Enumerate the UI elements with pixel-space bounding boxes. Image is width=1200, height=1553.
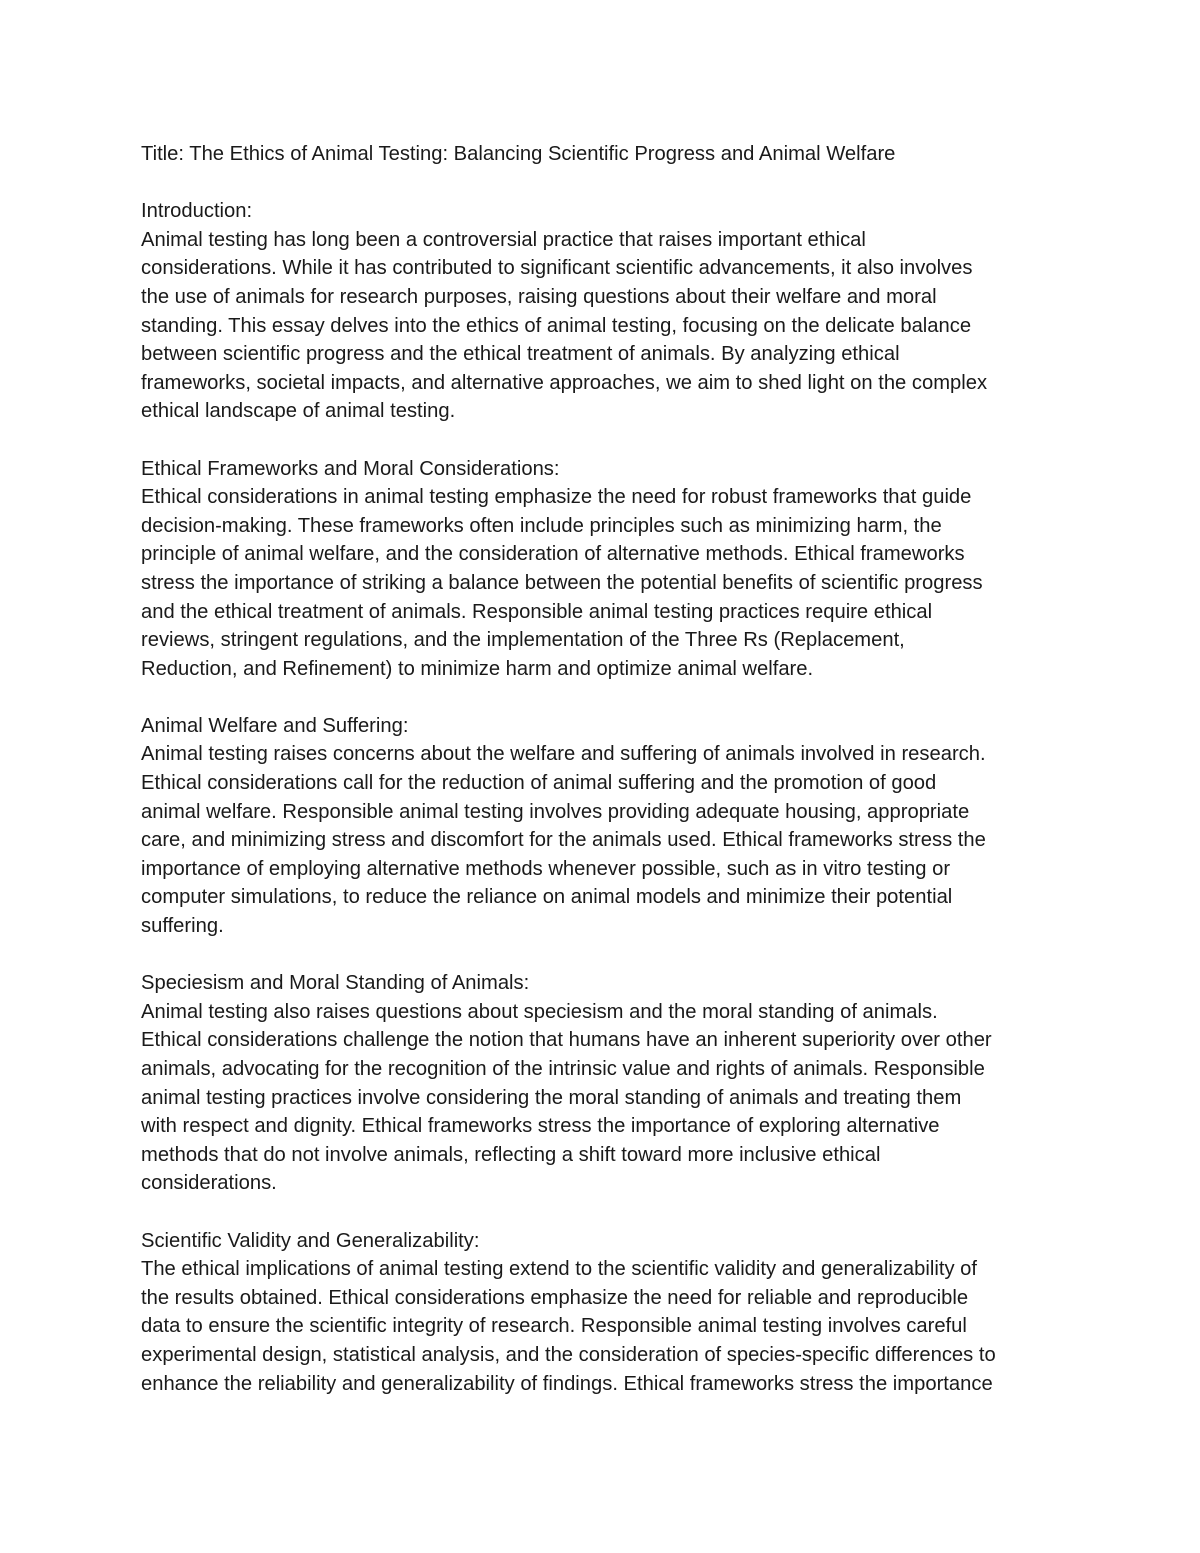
paragraph-line: decision-making. These frameworks often include principles such as minimizing harm, the — [141, 514, 942, 537]
paragraph-line: care, and minimizing stress and discomfort for the animals used. Ethical frameworks stress the — [141, 829, 986, 852]
section-introduction — [141, 197, 1071, 426]
document-title: Title: The Ethics of Animal Testing: Balancing Scientific Progress and Animal Welfare — [141, 143, 896, 165]
section-heading: Scientific Validity and Generalizability: — [141, 1229, 480, 1252]
paragraph-line: standing. This essay delves into the ethics of animal testing, focusing on the delicate balance — [141, 314, 972, 337]
section-speciesism — [141, 969, 1071, 1198]
paragraph-line: importance of employing alternative methods whenever possible, such as in vitro testing or — [141, 857, 951, 880]
paragraph-line: the use of animals for research purposes, raising questions about their welfare and moral — [141, 285, 937, 308]
spacer — [141, 941, 1071, 970]
paragraph-line: Animal testing has long been a controversial practice that raises important ethical — [141, 228, 866, 251]
paragraph-line: ethical landscape of animal testing. — [141, 400, 456, 423]
paragraph-line: principle of animal welfare, and the consideration of alternative methods. Ethical frameworks — [141, 543, 965, 566]
paragraph-line: animal welfare. Responsible animal testing involves providing adequate housing, appropriate — [141, 800, 970, 823]
paragraph-line: between scientific progress and the ethical treatment of animals. By analyzing ethical — [141, 343, 900, 366]
paragraph-line: Animal testing also raises questions about speciesism and the moral standing of animals. — [141, 1000, 938, 1023]
paragraph-line: Ethical considerations challenge the notion that humans have an inherent superiority over other — [141, 1029, 992, 1052]
document-page — [141, 140, 1071, 1398]
paragraph-line: with respect and dignity. Ethical frameworks stress the importance of exploring alternative — [141, 1115, 940, 1138]
section-scientific-validity — [141, 1227, 1071, 1399]
section-ethical-frameworks — [141, 455, 1071, 684]
spacer — [141, 683, 1071, 712]
paragraph-line: experimental design, statistical analysis, and the consideration of species-specific differences to — [141, 1343, 996, 1366]
paragraph-line: considerations. While it has contributed to significant scientific advancements, it also involves — [141, 257, 973, 280]
spacer — [141, 169, 1071, 198]
paragraph-line: reviews, stringent regulations, and the implementation of the Three Rs (Replacement, — [141, 629, 905, 652]
paragraph-line: animal testing practices involve considering the moral standing of animals and treating them — [141, 1086, 962, 1109]
section-heading: Animal Welfare and Suffering: — [141, 714, 409, 737]
paragraph-line: animals, advocating for the recognition of the intrinsic value and rights of animals. Responsible — [141, 1058, 985, 1080]
paragraph-line: Animal testing raises concerns about the welfare and suffering of animals involved in research. — [141, 743, 986, 766]
section-heading: Ethical Frameworks and Moral Considerations: — [141, 457, 560, 480]
section-heading: Speciesism and Moral Standing of Animals: — [141, 972, 530, 995]
spacer — [141, 1198, 1071, 1227]
section-heading: Introduction: — [141, 200, 253, 223]
paragraph-line: computer simulations, to reduce the reliance on animal models and minimize their potential — [141, 886, 953, 909]
paragraph-line: Ethical considerations in animal testing emphasize the need for robust frameworks that guide — [141, 486, 972, 509]
paragraph-line: data to ensure the scientific integrity of research. Responsible animal testing involves careful — [141, 1315, 967, 1338]
paragraph-line: Ethical considerations call for the reduction of animal suffering and the promotion of good — [141, 772, 937, 795]
paragraph-line: and the ethical treatment of animals. Responsible animal testing practices require ethical — [141, 600, 933, 623]
paragraph-line: the results obtained. Ethical considerations emphasize the need for reliable and reproducible — [141, 1286, 969, 1309]
paragraph-line: stress the importance of striking a balance between the potential benefits of scientific progress — [141, 571, 983, 594]
section-animal-welfare — [141, 712, 1071, 941]
paragraph-line: methods that do not involve animals, reflecting a shift toward more inclusive ethical — [141, 1143, 881, 1166]
paragraph-line: suffering. — [141, 915, 224, 938]
paragraph-line: enhance the reliability and generalizability of findings. Ethical frameworks stress the importance — [141, 1372, 993, 1395]
paragraph-line: considerations. — [141, 1172, 277, 1195]
paragraph-line: Reduction, and Refinement) to minimize harm and optimize animal welfare. — [141, 657, 814, 680]
spacer — [141, 426, 1071, 455]
paragraph-line: The ethical implications of animal testing extend to the scientific validity and generalizability of — [141, 1258, 977, 1281]
paragraph-line: frameworks, societal impacts, and alternative approaches, we aim to shed light on the complex — [141, 371, 988, 394]
